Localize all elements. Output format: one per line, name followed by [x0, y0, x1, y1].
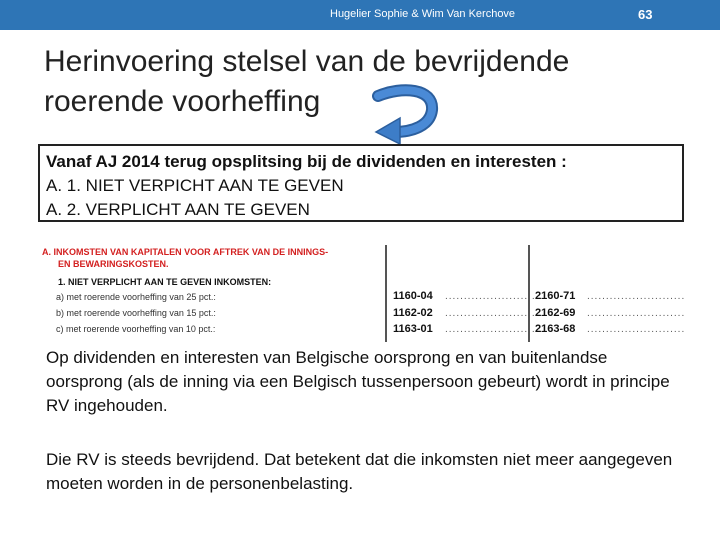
form-fill-dots: .......................... — [445, 291, 544, 302]
tax-form-excerpt — [36, 238, 676, 342]
form-code: 2162-69 — [535, 307, 576, 319]
page-number: 63 — [638, 7, 653, 22]
box-line-3: A. 2. VERPLICHT AAN TE GEVEN — [46, 200, 310, 219]
form-code: 1160-04 — [393, 290, 433, 302]
form-fill-dots: .......................... — [587, 324, 686, 335]
form-code: 2160-71 — [535, 290, 576, 302]
form-row-c-label: c) met roerende voorheffing van 10 pct.: — [56, 324, 216, 334]
box-line-1: Vanaf AJ 2014 terug opsplitsing bij de dividenden en interesten : — [46, 152, 567, 171]
form-code: 1163-01 — [393, 323, 433, 335]
header-authors: Hugelier Sophie & Wim Van Kerchove — [330, 8, 516, 20]
form-row-a-label: a) met roerende voorheffing van 25 pct.: — [56, 292, 216, 302]
form-row-b-label: b) met roerende voorheffing van 15 pct.: — [56, 308, 216, 318]
form-code: 2163-68 — [535, 323, 576, 335]
box-line-2: A. 1. NIET VERPICHT AAN TE GEVEN — [46, 176, 344, 195]
form-heading-a: A. INKOMSTEN VAN KAPITALEN VOOR AFTREK VAN DE INNINGS- — [42, 247, 329, 257]
form-fill-dots: .......................... — [587, 291, 686, 302]
slide-header-bar — [0, 0, 720, 30]
form-fill-dots: .......................... — [445, 324, 544, 335]
form-divider — [385, 245, 387, 342]
title-line-2: roerende voorheffing — [44, 85, 321, 118]
form-code: 1162-02 — [393, 307, 433, 319]
highlight-box — [38, 144, 684, 222]
curved-arrow-icon — [372, 82, 452, 144]
form-heading-b: EN BEWARINGSKOSTEN. — [58, 259, 169, 269]
title-line-1: Herinvoering stelsel van de bevrijdende — [44, 45, 570, 78]
form-fill-dots: .......................... — [445, 308, 544, 319]
paragraph-rv-liberating: Die RV is steeds bevrijdend. Dat betekent dat die inkomsten niet meer aangegeven moeten worden in de personenbelasting. — [46, 450, 673, 493]
form-fill-dots: .......................... — [587, 308, 686, 319]
form-subheading: 1. NIET VERPLICHT AAN TE GEVEN INKOMSTEN: — [58, 277, 272, 287]
paragraph-rv-withholding: Op dividenden en interesten van Belgische oorsprong en van buitenlandse oorsprong (als de inning via een Belgisch tussenpersoon gebeurt) wordt in principe RV ingehouden. — [46, 348, 670, 415]
slide-title — [44, 42, 684, 122]
